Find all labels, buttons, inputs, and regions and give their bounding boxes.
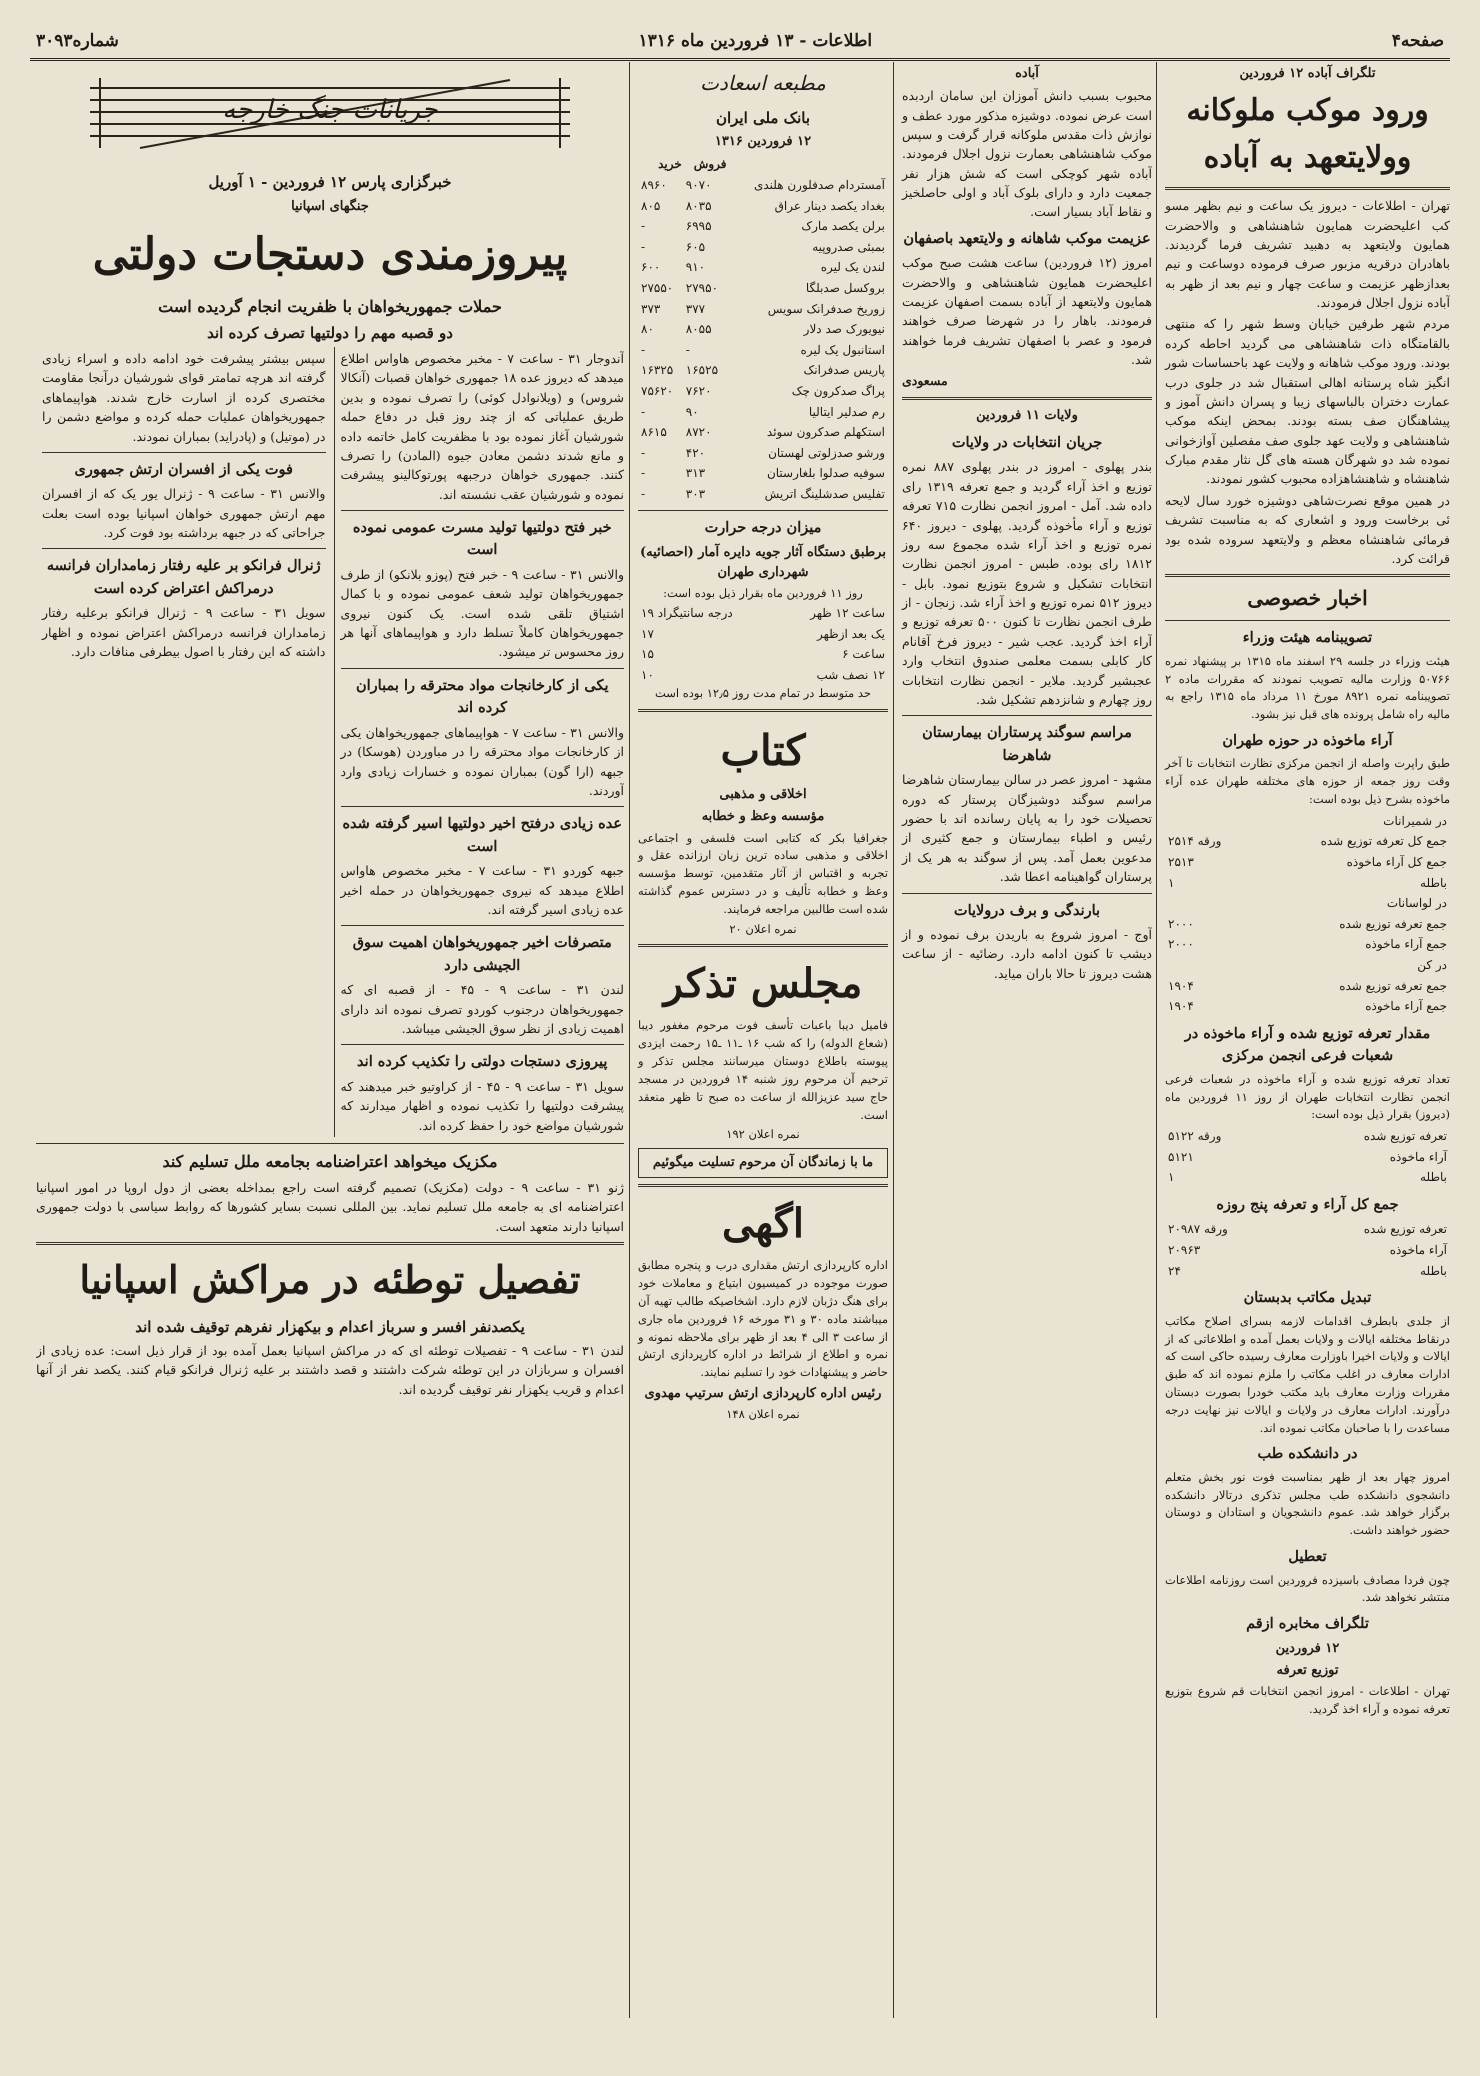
table-row	[1165, 893, 1450, 914]
item-title: جریان انتخابات در ولایات	[951, 434, 1103, 451]
row-label: جمع کل آراء ماخوذه	[1346, 855, 1447, 870]
table-header	[638, 154, 888, 175]
row-value: ۲۰۹۶۳	[1168, 1243, 1201, 1258]
votes-table	[1165, 1126, 1450, 1188]
table-row	[638, 484, 888, 505]
paragraph: سپس بیشتر پیشرفت خود ادامه داده و اسراء زیادی گرفته اند هرچه تمامتر قوای شورشیان درآنجا مقاومت مختصری کرده از اسارت خارج شدند. هواپیماهای جمهوریخواهان عملیات حمله کرده و مواضع دشمن را در (موتیل) و (پادراید) بمباران نمودند.	[42, 351, 326, 444]
buy-rate: -	[641, 239, 646, 254]
item-text: تهران - اطلاعات - امروز انجمن انتخابات قم شروع بتوزیع تعرفه نموده و آراء اخذ گردید.	[1165, 1683, 1450, 1716]
headline: ورود موکب ملوکانه وولایتعهد به آباده	[1186, 93, 1429, 175]
buy-rate: ۸۰	[641, 322, 654, 337]
row-label: آراء ماخوذه	[1389, 1149, 1447, 1164]
item-subtitle: توزیع تعرفه	[1276, 1662, 1339, 1678]
table-row	[638, 257, 888, 278]
table-row	[638, 603, 888, 624]
column-1	[1156, 62, 1450, 2018]
signature: مسعودی	[902, 373, 948, 389]
deck: حملات جمهوریخواهان با ظفریت انجام گردیده است	[158, 296, 502, 316]
currency-name: بمبئی صدروپیه	[812, 239, 885, 254]
table-row	[1165, 1167, 1450, 1188]
row-label: در کن	[1417, 958, 1447, 973]
row-value: ۲۴	[1168, 1263, 1181, 1278]
item-text: تعداد تعرفه توزیع شده و آراء ماخوذه در شعبات فرعی انجمن نظارت انتخابات طهران از روز ۱۱ فروردین ماه (دیروز) بقرار ذیل بوده است:	[1165, 1071, 1450, 1122]
buy-rate: -	[641, 342, 646, 357]
big-headline: تفصیل توطئه در مراکش اسپانیا	[79, 1256, 581, 1302]
currency-name: آمستردام صدفلورن هلندی	[753, 177, 885, 192]
row-value	[1165, 893, 1253, 914]
column-4	[36, 62, 624, 2018]
paragraph: محبوب بسبب دانش آموزان این سامان اردبده است عرض نموده. دوشیزه مذکور مورد عطف و نوازش ذات مقدس ملوکانه قرار گرفت و سپس موکب شاهنشاهی بعمارت نزول اجلال فرمودند. آباده شهر کوچکی است که شش هزار نفر جمعیت دارد و دارای بلوک آباد و اولی حاصلخیز و نقاط آباد بسیار است.	[902, 88, 1152, 220]
row-label: جمع تعرفه توزیع شده	[1339, 978, 1447, 993]
paragraph: جبهه کوردو ۳۱ - ساعت ۷ - مخبر مخصوص هاواس اطلاع میدهد که نیروی جمهوریخواهان در حمله اخیر عده زیادی اسیر گرفته اند.	[340, 863, 624, 917]
table-row	[638, 463, 888, 484]
row-label: جمع آراء ماخوذه	[1365, 937, 1447, 952]
votes-table	[1165, 811, 1450, 1017]
buy-rate: ۱۶۳۲۵	[641, 363, 674, 378]
issue-number: شماره۳۰۹۳	[36, 31, 119, 51]
bank-logo	[638, 62, 888, 105]
currency-name: تفلیس صدشلینگ اتریش	[764, 486, 885, 501]
buy-rate: ۸۰۵	[641, 198, 661, 213]
sell-rate: ۷۶۲۰	[685, 383, 712, 398]
sell-rate: ۸۰۳۵	[685, 198, 712, 213]
table-row	[638, 422, 888, 443]
table-row	[1165, 1219, 1450, 1240]
paragraph: لندن ۳۱ - ساعت ۹ - تفصیلات توطئه ای که در مراکش اسپانیا بعمل آمده بود از قرار ذیل است: عده زیادی از افسران و سربازان در این توطئه شرکت داشتند و قصد داشتند بر علیه ژنرال فرانکو قیام کنند. یکصد نفر از آنها اعدام و قریب یکهزار نفر توقیف گردیده اند.	[36, 1343, 624, 1397]
item-title: مراسم سوگند پرستاران بیمارستان شاهرضا	[922, 724, 1132, 764]
buy-rate: ۳۷۳	[641, 301, 661, 316]
sell-rate: ۳۷۷	[685, 301, 706, 316]
article-title: ژنرال فرانکو بر علیه رفتار زمامداران فرانسه درمراکش اعتراض کرده است	[46, 557, 321, 597]
paragraph: والانس ۳۱ - ساعت ۹ - خبر فتح (پوزو بلانکو) از طرف جمهوریخواهان تولید شعف عمومی نموده و با کمال اشتیاق تلقی شده است. یک کنون نیروی جمهوریخواهان کاملاً تسلط دارد و هواپیماهای آنها هر روز محسوس تر میشود.	[340, 566, 624, 660]
row-value	[1165, 811, 1253, 832]
buy-rate: -	[641, 445, 646, 460]
column-header	[728, 154, 888, 175]
paragraph: سویل ۳۱ - ساعت ۹ - ژنرال فرانکو برعلیه رفتار زمامداران فرانسه درمراکش اعتراض نموده و اظهار داشته که این رفتار با اصول بیطرفی منافات دارد.	[42, 605, 326, 660]
column-2	[893, 62, 1152, 2018]
table-row	[638, 278, 888, 299]
item-text: چون فردا مصادف باسیزده فروردین است روزنامه اطلاعات منتشر نخواهد شد.	[1165, 1572, 1450, 1605]
temp-time: ساعت ۱۲ ظهر	[810, 606, 885, 621]
row-label: تعرفه توزیع شده	[1363, 1222, 1447, 1237]
item-text: هیئت وزراء در جلسه ۲۹ اسفند ماه ۱۳۱۵ بر پیشنهاد نمره ۵۰۷۶۶ وزارت مالیه تصویب نمودند که مقررات ماده ۲ تصویبنامه نمره ۸۹۲۱ مورخ ۱۱ مرداد ماه ۱۳۱۵ راجع به مالیه راه شامل پرونده های قبل نیز بشود.	[1165, 653, 1450, 722]
notice-text: اداره کارپردازی ارتش مقداری درب و پنجره مطابق صورت موجوده در کمیسیون ابتیاع و معاملات خود برای هنگ دژبان لازم دارد. اشخاصیکه طالب تهیه آن میباشند ماده ۳۰ و ۳۱ مورخه ۱۶ فروردین ماه جاری از ساعت ۳ الی ۴ بعد از ظهر برای ملاحظه نمونه و نمره و اطلاع از شرائط در اداره کارپردازی ارتش حاضر و پیشنهادات خود را تسلیم نمایند.	[638, 1258, 888, 1380]
row-label: جمع کل تعرفه توزیع شده	[1320, 834, 1447, 849]
table-row	[638, 319, 888, 340]
sell-rate: ۹۰	[685, 404, 699, 419]
table-row	[1165, 1126, 1450, 1147]
article-col	[36, 347, 326, 1137]
item-title: در دانشکده طب	[1257, 1445, 1358, 1463]
item-title: جمع کل آراء و تعرفه پنج روزه	[1216, 1195, 1399, 1213]
exchange-table	[638, 154, 888, 504]
table-row	[638, 360, 888, 381]
currency-name: استانبول یک لیره	[800, 342, 885, 357]
article-title: فوت یکی از افسران ارتش جمهوری	[74, 460, 293, 478]
row-label: باطله	[1420, 1263, 1447, 1278]
table-row	[638, 299, 888, 320]
temp-note: حد متوسط در تمام مدت روز ۱۲٫۵ بوده است	[654, 686, 872, 701]
article-title: متصرفات اخیر جمهوریخواهان اهمیت سوق الجیشی دارد	[352, 934, 612, 974]
masthead	[30, 28, 1450, 61]
currency-name: بغداد یکصد دینار عراق	[774, 198, 885, 213]
item-title: بارندگی و برف درولایات	[953, 901, 1101, 919]
table-row	[1165, 873, 1450, 894]
row-label: باطله	[1420, 875, 1447, 890]
table-row	[638, 644, 888, 665]
table-row	[638, 237, 888, 258]
currency-name: نیویورک صد دلار	[803, 322, 885, 337]
row-label: آراء ماخوذه	[1389, 1243, 1447, 1258]
sell-rate: ۹۰۷۰	[685, 177, 712, 192]
table-row	[1165, 852, 1450, 873]
currency-name: لندن یک لیره	[820, 260, 885, 275]
paragraph: والانس ۳۱ - ساعت ۷ - هواپیماهای جمهوریخواهان یکی از کارخانجات مواد محترقه را در مباوردن (هوسکا) در جبهه (ارا گون) بمباران نموده و خسارات زیادی وارد آوردند.	[340, 724, 624, 798]
buy-rate: ۶۰۰	[641, 260, 661, 275]
paragraph: امروز (۱۲ فروردین) ساعت هشت صبح موکب اعلیحضرت همایون شاهنشاهی و والاحضرت همایون ولایتعهد از آباده بسمت اصفهان عزیمت فرمودند. باهار را در شهرضا صرف خواهند فرمود و عصر با اصفهان تشریف فرما خواهند شد.	[902, 255, 1152, 368]
newspaper-page	[30, 28, 1450, 2018]
table-row	[1165, 976, 1450, 997]
table-row	[1165, 996, 1450, 1017]
row-label: در شمیرانات	[1383, 813, 1447, 828]
buy-rate: -	[641, 219, 646, 234]
row-label: در لواسانات	[1386, 896, 1447, 911]
row-value	[1165, 955, 1253, 976]
item-title: تصویبنامه هیئت وزراء	[1242, 629, 1373, 647]
paragraph: لندن ۳۱ - ساعت ۹ - ۴۵ - از قصبه ای که جمهوریخواهان درجنوب کوردو تصرف نموده اند دارای اهمیت زیادی از نظر سوق الجیشی میباشد.	[340, 982, 624, 1036]
deck-2: دو قصبه مهم را دولتیها تصرف کرده اند	[207, 323, 453, 342]
temp-time: یک بعد ازظهر	[817, 626, 885, 641]
article-title: مکزیک میخواهد اعتراضنامه بجامعه ملل تسلیم کند	[162, 1151, 498, 1171]
section-subtitle: جنگهای اسپانیا	[291, 198, 369, 214]
currency-name: ورشو صدزلوتی لهستان	[768, 445, 885, 460]
currency-name: استکهلم صدکرون سوئد	[766, 425, 885, 440]
row-label: جمع تعرفه توزیع شده	[1339, 916, 1447, 931]
paragraph: ژنو ۳۱ - ساعت ۹ - دولت (مکزیک) تصمیم گرفته است راجع بمداخله بعضی از دول اروپا در امور اسپانیا اعتراضنامه ای به جامعه ملل تسلیم نماید. بین المللی نسبت بسایر کشورها که روابط سیاسی با دولت جمهوری اسپانیا دارند متعهد است.	[36, 1179, 624, 1234]
column-3	[629, 62, 888, 2018]
row-label: جمع آراء ماخوذه	[1365, 999, 1447, 1014]
temp-time: ساعت ۶	[842, 647, 885, 662]
column-header: فروش	[693, 157, 727, 172]
sell-rate: ۸۰۵۵	[685, 322, 712, 337]
article-title: یکی از کارخانجات مواد محترقه را بمباران کرده اند	[356, 676, 609, 717]
temp-title: میزان درجه حرارت	[704, 519, 822, 537]
notice-ref: نمره اعلان ۱۴۸	[726, 1407, 800, 1422]
sell-rate: ۳۱۳	[685, 466, 706, 481]
page-number: صفحه۴	[1391, 31, 1444, 51]
temp-subtitle: برطبق دستگاه آثار جویه دایره آمار (احصائیه) شهرداری طهران	[640, 544, 886, 581]
row-value: ۵۱۲۲ ورقه	[1168, 1129, 1222, 1144]
currency-name: بروکسل صدبلگا	[805, 280, 885, 295]
memorial-text: فامیل دیبا باعبات تأسف فوت مرحوم مغفور دیبا (شعاع الدوله) را که شب ۱۶ ـ۱۱ ـ۱۵ رحمت ایزدی پیوسته باطلاع دوستان میرسانند مجلس تذکر و ترحیم آن مرحوم روز شنبه ۱۴ فروردین در مسجد حاج سید عزیزالله از ساعت ده صبح تا ظهر منعقد است.	[638, 1018, 888, 1122]
table-row	[1165, 914, 1450, 935]
row-value: ۱	[1168, 1170, 1175, 1185]
sell-rate: ۶۰۵	[685, 239, 706, 254]
row-value: ۱۹۰۴	[1168, 999, 1194, 1014]
sell-rate: ۹۱۰	[685, 260, 706, 275]
row-value: ۱	[1168, 875, 1175, 890]
bank-logo-text: مطبعه اسعادت	[700, 71, 826, 95]
sell-rate: ۳۰۳	[685, 486, 706, 501]
paragraph: مشهد - امروز عصر در سالن بیمارستان شاهرضا مراسم سوگند دوشیزگان پرستار که دوره تحصیلات خود را به پایان رسانده اند با حضور رئیس و اطباء بیمارستان و جمع کثیری از مدعوین بعمل آمد. پس از سوگند به هر یک از پرستاران گواهینامه اعطا شد.	[902, 772, 1152, 885]
table-row	[1165, 955, 1450, 976]
item-text: امروز چهار بعد از ظهر بمناسبت فوت نور بخش متعلم دانشجوی دانشکده طب مجلس تذکری درتالار دانشکده برگزار خواهد شد. عموم دانشجویان و استادان و دوستان حضور خواهند داشت.	[1165, 1469, 1450, 1538]
paragraph: سویل ۳۱ - ساعت ۹ - ۴۵ - از کراوتیو خبر میدهند که پیشرفت دولتیها را تکذیب نموده و اظهار میدارند که شورشیان مواضع خود را حفظ کرده اند.	[340, 1078, 624, 1133]
notice-signature: رئیس اداره کارپردازی ارتش سرتیپ مهدوی	[644, 1386, 882, 1401]
temp-time: ۱۲ نصف شب	[816, 667, 885, 682]
big-deck: یکصدنفر افسر و سرباز اعدام و بیکهزار نفرهم توقیف شده اند	[135, 1317, 525, 1336]
item-title: مقدار تعرفه توزیع شده و آراء ماخوذه در شعبات فرعی انجمن مرکزی	[1184, 1024, 1431, 1065]
row-value: ۲۵۱۳	[1168, 855, 1194, 870]
sell-rate: ۶۹۹۵	[685, 219, 712, 234]
memorial-title: مجلس تذکر	[663, 960, 863, 1008]
paragraph: تهران - اطلاعات - دیروز یک ساعت و نیم بظهر مسو کب اعلیحضرت همایون شاهنشاهی و والاحضرت همایون ولایتعهد به دهبید تشریف فرما گردیدند. باهادران درقریه مزبور صرف فرموده دوساعت و نیم بعدازظهر عزیمت و ساعت چهار و نیم بعد از ظهر به آباده نزول اجلال فرمودند.	[1165, 198, 1450, 311]
item-title: تعطیل	[1288, 1548, 1327, 1566]
banner-graphic-icon	[70, 68, 590, 158]
item-text: از جلدی بابطرف اقدامات لازمه بسرای اصلاح مکاتب درنقاط مختلفه ایالات و ولایات بعمل آمده و اطلاعاتی که از ایالات و ولایات اخیرا باوزارت معارف رسیده حاکی است که ادارات معارف در اغلب مکاتب را ملزم نموده اند که طبق مقررات وزارت معارف باید مکتب خودرا بصورت دبستان درآورند. ادارات معارف در ولایات و ایالات نیز نهایت درجه مساعدت را با صاحبان مکاتب نموده اند.	[1165, 1313, 1450, 1435]
article-title: پیروزی دستجات دولتی را تکذیب کرده اند	[357, 1053, 608, 1071]
sell-rate: ۱۶۵۲۵	[685, 363, 719, 378]
paragraph: مردم شهر طرفین خیابان وسط شهر را که منتهی بالقامتگاه ذات شاهنشاهی می گردید احاطه کرده بودند. ورود موکب شاهانه و ولایت عهد باحساسات شور انگیز شاه پرستانه اهالی استقبال شد در جلوی درب عمارت دختران بالباسهای زیبا و پسران دانش آموز و پیشاهنگان صف بسته بودند. بمحض اینکه موکب شاهنشاهی و ولایت عهد جلوی صف مفصلین آوازخوانی نموده شد دو شهرگان هسته های گل نثار مقدم مبارک شاهنشاه و شاهنشاهزاده محبوب کشور نمودند.	[1165, 316, 1450, 487]
issue-line: اطلاعات - ۱۳ فروردین ماه ۱۳۱۶	[638, 31, 873, 51]
war-news-banner	[36, 62, 624, 169]
row-label: باطله	[1420, 1170, 1447, 1185]
book-subtitle: اخلاقی و مذهبی	[719, 787, 807, 803]
book-title: کتاب	[720, 726, 806, 776]
buy-rate: ۸۹۶۰	[641, 177, 667, 192]
row-value: ۲۵۱۴ ورقه	[1168, 834, 1222, 849]
radio-line: خبرگزاری پارس ۱۲ فروردین - ۱ آوریل	[208, 173, 452, 192]
votes-table	[1165, 1219, 1450, 1281]
article-title: خبر فتح دولتیها تولید مسرت عمومی نموده است	[352, 519, 612, 559]
table-row	[1165, 811, 1450, 832]
table-row	[638, 175, 888, 196]
memorial-note: ما با زماندگان آن مرحوم تسلیت میگوئیم	[638, 1148, 888, 1178]
table-row	[638, 340, 888, 361]
book-subtitle-2: مؤسسه وعظ و خطابه	[701, 809, 825, 825]
article-title: عده زیادی درفتح اخیر دولتیها اسیر گرفته شده است	[342, 815, 623, 855]
table-row	[638, 402, 888, 423]
buy-rate: ۸۶۱۵	[641, 425, 667, 440]
row-value: ۲۰۰۰	[1168, 916, 1194, 931]
headline: پیروزمندی دستجات دولتی	[92, 228, 568, 280]
notice-title: اگهی	[722, 1200, 804, 1248]
table-row	[1165, 934, 1450, 955]
table-row	[638, 443, 888, 464]
bank-title: بانک ملی ایران	[715, 109, 811, 127]
item-title: عزیمت موکب شاهانه و ولایتعهد باصفهان	[903, 229, 1151, 247]
buy-rate: ۷۵۶۲۰	[641, 383, 674, 398]
item-date: ۱۲ فروردین	[1275, 1640, 1340, 1656]
row-value: ۵۱۲۱	[1168, 1149, 1194, 1164]
temp-value: ۱۹ درجه سانتیگراد	[641, 606, 733, 621]
section-title: اخبار خصوصی	[1247, 586, 1368, 611]
sell-rate: ۸۷۲۰	[685, 425, 712, 440]
paragraph: در همین موقع نصرت‌شاهی دوشیزه خورد سال لایحه ئی برخاست ورود و اشعاری که به مناسبت تشریف فرمائی شاهنشاه معظم و ولایتعهد سروده شده بود قرائت کرد.	[1165, 492, 1450, 566]
item-title: تلگراف مخابره ازقم	[1246, 1615, 1369, 1633]
temp-value: ۱۵	[641, 647, 654, 662]
table-row	[1165, 831, 1450, 852]
buy-rate: -	[641, 466, 646, 481]
row-value: ۲۰۰۰	[1168, 937, 1194, 952]
paragraph: آندوجار ۳۱ - ساعت ۷ - مخبر مخصوص هاواس اطلاع میدهد که دیروز عده ۱۸ جمهوری خواهان قصبات (آنکالا شروس) و (ویلانوادل کوئی) را تصرف نموده و بدین طریق عملیاتی که از چند روز قبل در دفاع حمله شورشیان آغاز نموده بود با مظفریت کامل خاتمه داده و مانع شدند دشمن معادن جیوه (المادن) را تصرف کنند. جمهوری خواهان درجبهه پورتوکالینو پیشرفت نموده و شورشیان عقب نشسته اند.	[340, 351, 624, 502]
buy-rate: -	[641, 404, 646, 419]
sell-rate: ۲۷۹۵۰	[685, 280, 719, 295]
sell-rate: -	[685, 342, 690, 357]
item-title: آراء ماخوذه در حوزه طهران	[1222, 731, 1393, 749]
table-row	[1165, 1261, 1450, 1282]
column-header: خرید	[658, 157, 682, 172]
book-ref: نمره اعلان ۲۰	[729, 921, 797, 936]
paragraph: آوج - امروز شروع به باریدن برف نموده و از دیشب تا کنون ادامه دارد. رضائیه - از ساعت هشت دیروز تا حالا باران میاید.	[902, 927, 1152, 981]
currency-name: پاریس صدفرانک	[803, 363, 885, 378]
section-title: جریانات جنگ خارجه	[222, 95, 438, 125]
row-value: ۲۰۹۸۷ ورقه	[1168, 1222, 1228, 1237]
article-columns	[36, 347, 624, 1137]
table-row	[638, 624, 888, 645]
sell-rate: ۴۲۰	[685, 445, 706, 460]
article-col	[334, 347, 625, 1137]
table-row	[638, 216, 888, 237]
currency-name: سوفیه صدلوا بلغارستان	[766, 466, 885, 481]
table-row	[638, 665, 888, 686]
dateline: تلگراف آباده ۱۲ فروردین	[1239, 66, 1376, 81]
row-value: ۱۹۰۴	[1168, 978, 1194, 993]
buy-rate: ۲۷۵۵۰	[641, 280, 674, 295]
currency-name: پراگ صدکرون چک	[791, 383, 885, 398]
temp-value: ۱۰	[641, 667, 654, 682]
item-title: تبدیل مکاتب بدبستان	[1243, 1289, 1372, 1307]
table-row	[1165, 1147, 1450, 1168]
table-row	[638, 196, 888, 217]
currency-name: برلن یکصد مارک	[801, 219, 885, 234]
book-text: جغرافیا بکر که کتابی است فلسفی و اجتماعی اخلاقی و مذهبی ساده ترین زبان ارزانده عقل و تجربه و اقتباس از آثار متقدمین، توسط مؤسسه وعظ و خطابه تألیف و در دسترس عموم گذاشته شده است طالبین مراجعه فرمایند.	[638, 830, 888, 916]
memorial-ref: نمره اعلان ۱۹۲	[726, 1127, 800, 1142]
currency-name: رم صدلیر ایتالیا	[808, 404, 885, 419]
item-title: آباده	[1015, 66, 1039, 81]
currency-name: زوریخ صدفرانک سویس	[767, 301, 885, 316]
table-row	[1165, 1240, 1450, 1261]
temp-intro: روز ۱۱ فروردین ماه بقرار ذیل بوده است:	[663, 586, 863, 601]
item-text: طبق راپرت واصله از انجمن مرکزی نظارت انتخابات تا آخر وقت روز جمعه از حوزه های مختلفه طهران عده آراء ماخوذه بشرح ذیل بوده است:	[1165, 756, 1450, 807]
table-row	[638, 381, 888, 402]
paragraph: بندر پهلوی - امروز در بندر پهلوی ۸۸۷ نمره توزیع و اخذ آراء گردید و جمع تعرفه ۱۳۱۹ رای داده شد. آمل - امروز انجمن نظارت ۷۱۵ تعرفه توزیع و آراء مأخوذه گردید. پهلوی - دیروز ۶۴۰ نمره توزیع و اخذ آراء شده مجموع سه روز ۱۸۱۲ رای بوده. طبس - امروز انجمن نظارت انتخابات تشکیل و شروع بتوزیع نمود. بابل - دیروز ۵۱۲ نمره توزیع و اخذ آراء شد. زنجان - از طرف انجمن نظارت تا کنون ۵۰۰ تعرفه توزیع و آراء اخذ گردید. عجب شیر - دیروز فرخ آقانام کار کابلی بسمت معلمی صندوق انتخاب وارد عجبشیر گردید. ملایر - انجمن نظارت انتخابات روز چهارم و شانزدهم تشکیل شد.	[902, 459, 1152, 707]
temp-value: ۱۷	[641, 626, 654, 641]
bank-date: ۱۲ فروردین ۱۳۱۶	[714, 134, 812, 150]
paragraph: والانس ۳۱ - ساعت ۹ - ژنرال یور یک که از افسران مهم ارتش جمهوری خواهان اسپانیا بوده است بعلت جراحاتی که در جبهه برداشته بود فوت کرد.	[42, 486, 326, 541]
item-title: ولایات ۱۱ فروردین	[976, 407, 1078, 423]
temperature-table	[638, 603, 888, 685]
row-label: تعرفه توزیع شده	[1363, 1129, 1447, 1144]
buy-rate: -	[641, 486, 646, 501]
